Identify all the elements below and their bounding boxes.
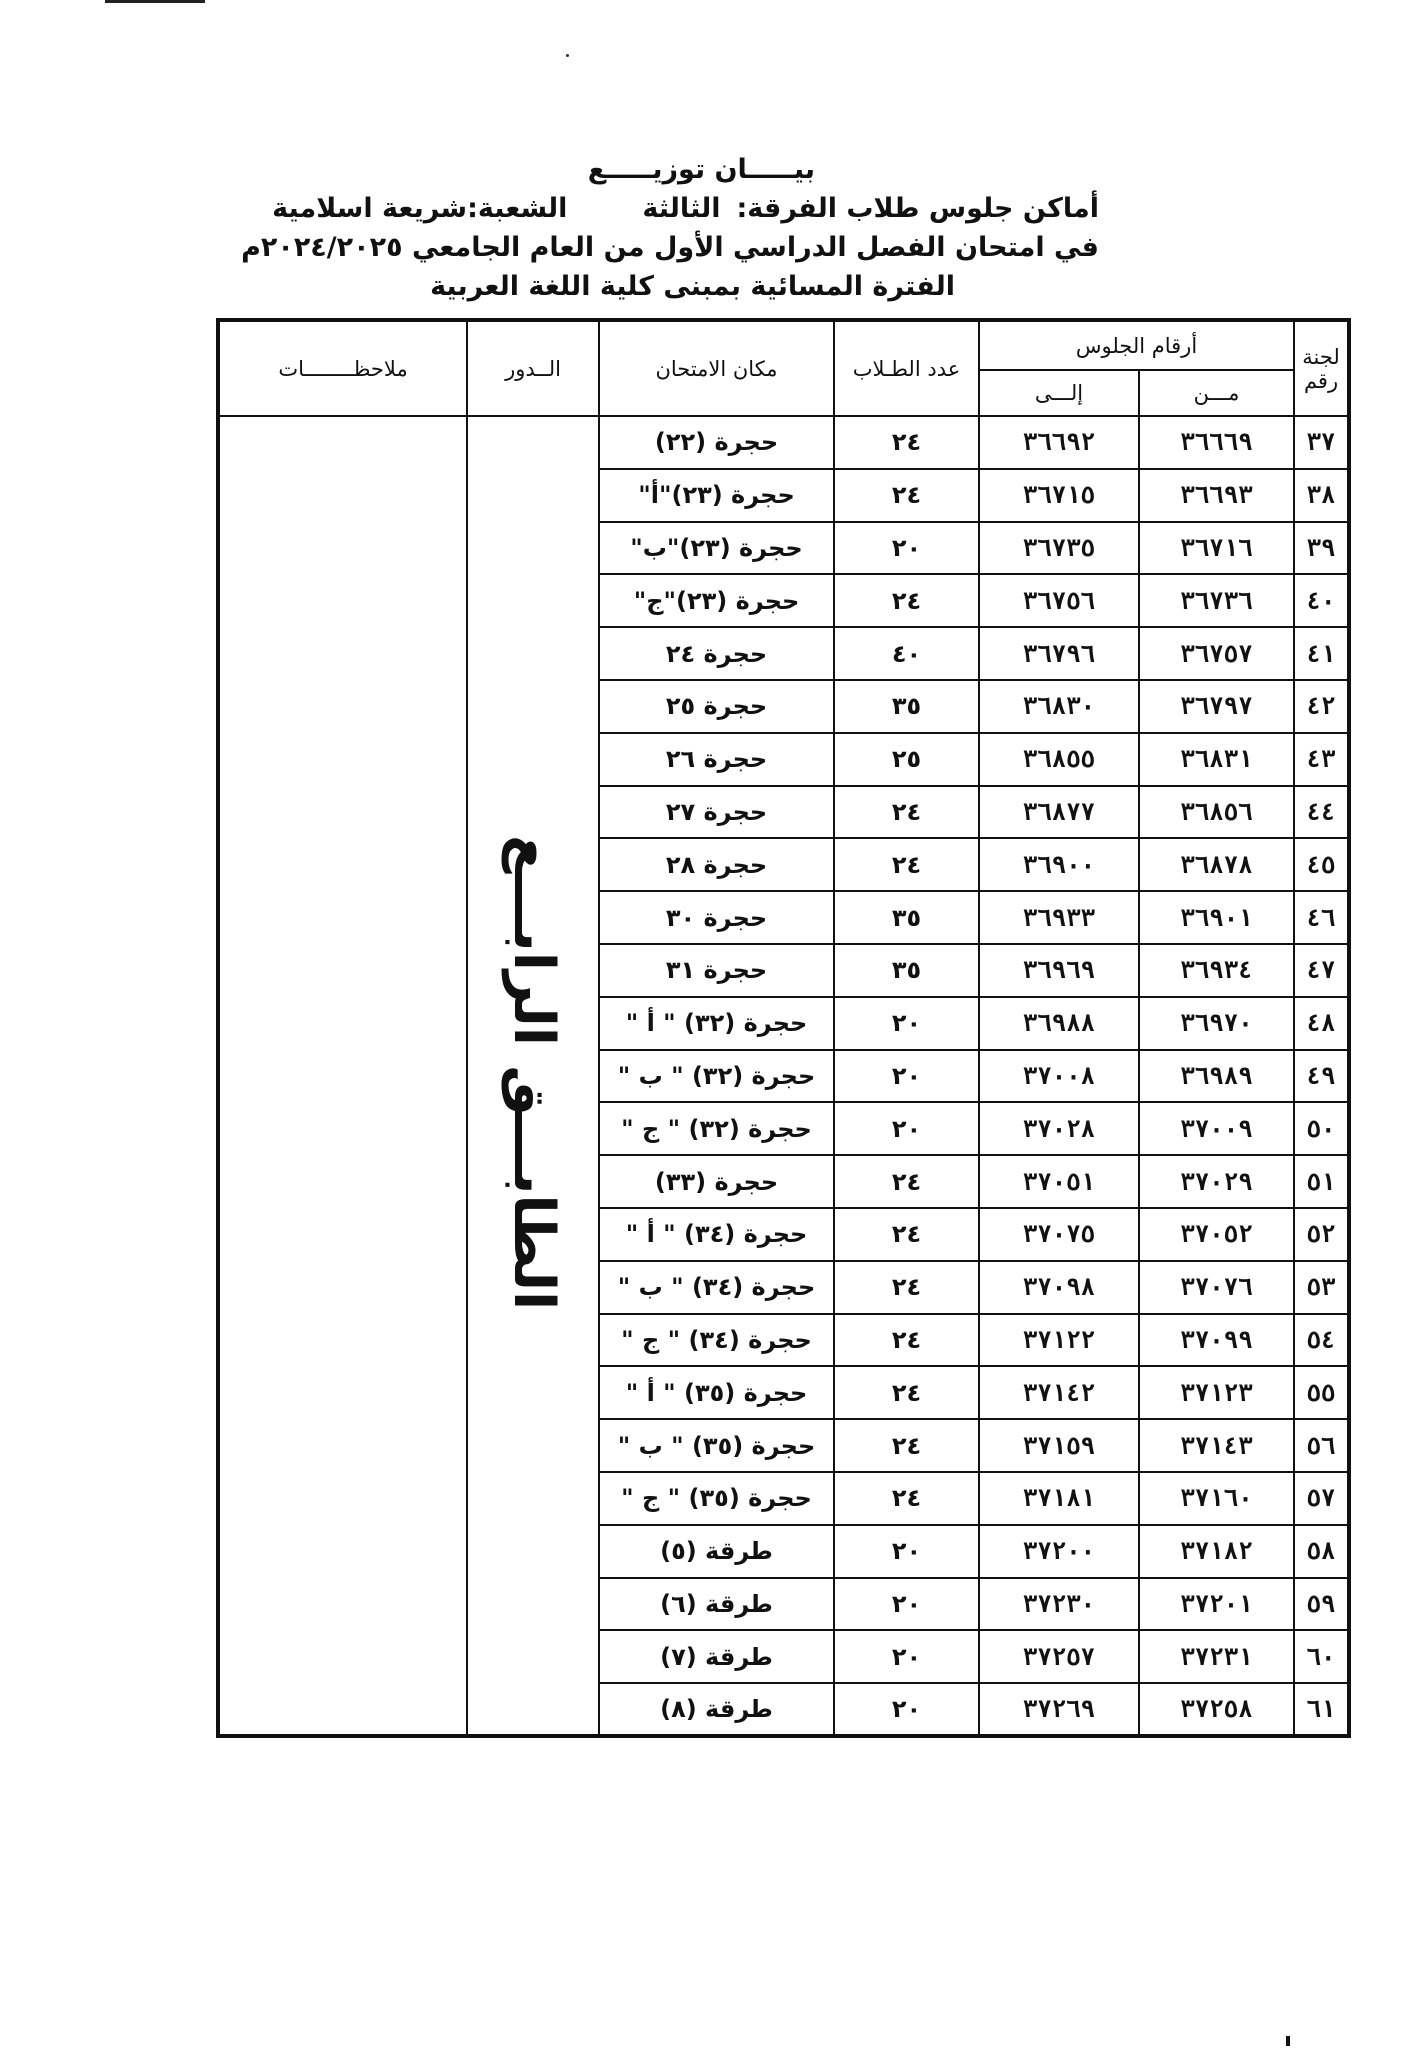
seat-from-cell: ٣٧٠٥٢ (1139, 1208, 1294, 1261)
division-value: الشعبة:شريعة اسلامية (272, 193, 568, 224)
page-mark (1286, 2036, 1290, 2046)
exam-place-cell: حجرة (٢٢) (599, 416, 834, 469)
seat-from-cell: ٣٦٧٣٦ (1139, 574, 1294, 627)
seat-from-cell: ٣٦٦٩٣ (1139, 469, 1294, 522)
top-edge-line (105, 0, 205, 3)
seat-to-cell: ٣٧٠٠٨ (979, 1050, 1139, 1103)
committee-number-cell: ٤٥ (1294, 838, 1349, 891)
students-count-cell: ٣٥ (834, 680, 979, 733)
seat-to-cell: ٣٧٢٣٠ (979, 1578, 1139, 1631)
committee-number-cell: ٣٨ (1294, 469, 1349, 522)
exam-place-cell: حجرة (٣٥) " أ " (599, 1366, 834, 1419)
exam-place-cell: حجرة (٣٢) " ج " (599, 1102, 834, 1155)
seat-from-cell: ٣٦٩٧٠ (1139, 997, 1294, 1050)
seat-to-cell: ٣٧٠٩٨ (979, 1261, 1139, 1314)
students-count-cell: ٢٠ (834, 1683, 979, 1736)
seat-from-cell: ٣٧٢٥٨ (1139, 1683, 1294, 1736)
seat-from-cell: ٣٧١٤٣ (1139, 1419, 1294, 1472)
exam-place-cell: حجرة (٣٣) (599, 1155, 834, 1208)
notes-header: ملاحظــــــــات (218, 320, 467, 416)
exam-place-cell: حجرة (٢٣)"ب" (599, 522, 834, 575)
exam-place-cell: طرقة (٨) (599, 1683, 834, 1736)
seat-to-cell: ٣٦٩٠٠ (979, 838, 1139, 891)
seat-to-cell: ٣٧١٥٩ (979, 1419, 1139, 1472)
seat-numbers-header: أرقام الجلوس (979, 320, 1294, 370)
students-count-cell: ٢٠ (834, 1630, 979, 1683)
students-count-cell: ٤٠ (834, 627, 979, 680)
exam-place-cell: حجرة (٢٣)"ج" (599, 574, 834, 627)
document-title: بيـــــان توزيـــــع (587, 154, 815, 185)
students-count-cell: ٢٤ (834, 1472, 979, 1525)
exam-place-cell: حجرة (٣٥) " ج " (599, 1472, 834, 1525)
seat-from-cell: ٣٧٢٣١ (1139, 1630, 1294, 1683)
seat-to-cell: ٣٦٨٣٠ (979, 680, 1139, 733)
committee-number-cell: ٥٩ (1294, 1578, 1349, 1631)
students-count-cell: ٢٠ (834, 1578, 979, 1631)
committee-number-cell: ٤٦ (1294, 891, 1349, 944)
seat-to-cell: ٣٧٠٢٨ (979, 1102, 1139, 1155)
students-count-cell: ٢٠ (834, 522, 979, 575)
exam-place-header: مكان الامتحان (599, 320, 834, 416)
seat-to-cell: ٣٦٩٣٣ (979, 891, 1139, 944)
seat-to-cell: ٣٦٨٧٧ (979, 786, 1139, 839)
students-count-cell: ٢٤ (834, 1208, 979, 1261)
committee-number-cell: ٤٣ (1294, 733, 1349, 786)
committee-number-cell: ٤٤ (1294, 786, 1349, 839)
seat-from-cell: ٣٦٨٧٨ (1139, 838, 1294, 891)
committee-number-cell: ٥٨ (1294, 1525, 1349, 1578)
committee-number-cell: ٦١ (1294, 1683, 1349, 1736)
from-header: مـــن (1139, 370, 1294, 416)
students-count-cell: ٢٤ (834, 1261, 979, 1314)
exam-place-cell: حجرة ٢٧ (599, 786, 834, 839)
table-row (218, 416, 1349, 469)
committee-number-cell: ٤٢ (1294, 680, 1349, 733)
exam-place-cell: حجرة ٢٦ (599, 733, 834, 786)
committee-number-cell: ٥٢ (1294, 1208, 1349, 1261)
students-count-cell: ٢٠ (834, 997, 979, 1050)
seat-to-cell: ٣٧٠٧٥ (979, 1208, 1139, 1261)
students-count-cell: ٢٤ (834, 1155, 979, 1208)
committee-number-cell: ٣٩ (1294, 522, 1349, 575)
exam-place-cell: حجرة (٣٥) " ب " (599, 1419, 834, 1472)
seat-to-cell: ٣٦٧١٥ (979, 469, 1139, 522)
exam-place-cell: حجرة ٣١ (599, 944, 834, 997)
exam-place-cell: حجرة (٣٤) " أ " (599, 1208, 834, 1261)
session-location-line: الفترة المسائية بمبنى كلية اللغة العربية (430, 271, 955, 302)
class-value: الثالثة (642, 193, 721, 224)
exam-place-cell: طرقة (٦) (599, 1578, 834, 1631)
committee-header-line1: لجنة (1302, 344, 1340, 369)
committee-header-line2: رقم (1303, 368, 1339, 393)
seat-to-cell: ٣٧١٢٢ (979, 1314, 1139, 1367)
seat-to-cell: ٣٧٢٥٧ (979, 1630, 1139, 1683)
to-header: إلـــى (979, 370, 1139, 416)
document-header (215, 150, 1115, 306)
seat-from-cell: ٣٦٦٦٩ (1139, 416, 1294, 469)
seat-to-cell: ٣٧٢٦٩ (979, 1683, 1139, 1736)
seat-from-cell: ٣٦٨٣١ (1139, 733, 1294, 786)
seat-from-cell: ٣٧٠٢٩ (1139, 1155, 1294, 1208)
seat-to-cell: ٣٦٧٩٦ (979, 627, 1139, 680)
committee-number-cell: ٥٤ (1294, 1314, 1349, 1367)
seating-table-body (218, 416, 1349, 1736)
students-count-cell: ٢٠ (834, 1525, 979, 1578)
seat-to-cell: ٣٦٧٣٥ (979, 522, 1139, 575)
seat-to-cell: ٣٦٩٨٨ (979, 997, 1139, 1050)
exam-place-cell: حجرة ٢٥ (599, 680, 834, 733)
seat-from-cell: ٣٧١٢٣ (1139, 1366, 1294, 1419)
seat-to-cell: ٣٧١٨١ (979, 1472, 1139, 1525)
students-count-cell: ٢٤ (834, 838, 979, 891)
committee-number-cell: ٥٥ (1294, 1366, 1349, 1419)
committee-number-cell: ٥٧ (1294, 1472, 1349, 1525)
committee-number-cell: ٤٧ (1294, 944, 1349, 997)
floor-cell (467, 416, 599, 1736)
seat-to-cell: ٣٧١٤٢ (979, 1366, 1139, 1419)
committee-number-header (1294, 320, 1349, 416)
exam-place-cell: حجرة (٣٢) " ب " (599, 1050, 834, 1103)
seat-from-cell: ٣٦٧٩٧ (1139, 680, 1294, 733)
seat-from-cell: ٣٧٠٠٩ (1139, 1102, 1294, 1155)
exam-place-cell: طرقة (٧) (599, 1630, 834, 1683)
committee-number-cell: ٥٦ (1294, 1419, 1349, 1472)
students-count-cell: ٢٤ (834, 1366, 979, 1419)
seat-from-cell: ٣٧٢٠١ (1139, 1578, 1294, 1631)
exam-place-cell: حجرة ٢٤ (599, 627, 834, 680)
seat-from-cell: ٣٧٠٧٦ (1139, 1261, 1294, 1314)
committee-number-cell: ٥٣ (1294, 1261, 1349, 1314)
seat-from-cell: ٣٦٩٠١ (1139, 891, 1294, 944)
exam-place-cell: طرقة (٥) (599, 1525, 834, 1578)
seat-to-cell: ٣٦٦٩٢ (979, 416, 1139, 469)
seat-to-cell: ٣٦٧٥٦ (979, 574, 1139, 627)
exam-place-cell: حجرة ٢٨ (599, 838, 834, 891)
students-count-cell: ٢٤ (834, 786, 979, 839)
students-count-cell: ٣٥ (834, 891, 979, 944)
students-count-cell: ٢٥ (834, 733, 979, 786)
students-count-header: عدد الطـلاب (834, 320, 979, 416)
committee-number-cell: ٤١ (1294, 627, 1349, 680)
committee-number-cell: ٤٠ (1294, 574, 1349, 627)
seat-from-cell: ٣٧١٨٢ (1139, 1525, 1294, 1578)
students-count-cell: ٢٠ (834, 1102, 979, 1155)
exam-term-line: في امتحان الفصل الدراسي الأول من العام الجامعي ٢٠٢٤/٢٠٢٥م (241, 232, 1099, 263)
seat-from-cell: ٣٦٧٥٧ (1139, 627, 1294, 680)
students-count-cell: ٢٤ (834, 469, 979, 522)
seat-to-cell: ٣٦٨٥٥ (979, 733, 1139, 786)
exam-place-cell: حجرة (٣٢) " أ " (599, 997, 834, 1050)
committee-number-cell: ٣٧ (1294, 416, 1349, 469)
students-count-cell: ٣٥ (834, 944, 979, 997)
notes-cell (218, 416, 467, 1736)
committee-number-cell: ٤٨ (1294, 997, 1349, 1050)
students-count-cell: ٢٠ (834, 1050, 979, 1103)
committee-number-cell: ٥١ (1294, 1155, 1349, 1208)
seat-to-cell: ٣٧٢٠٠ (979, 1525, 1139, 1578)
seating-table (216, 318, 1351, 1738)
committee-number-cell: ٦٠ (1294, 1630, 1349, 1683)
students-count-cell: ٢٤ (834, 416, 979, 469)
students-count-cell: ٢٤ (834, 1314, 979, 1367)
floor-header: الــدور (467, 320, 599, 416)
seat-from-cell: ٣٦٩٣٤ (1139, 944, 1294, 997)
exam-place-cell: حجرة (٣٤) " ب " (599, 1261, 834, 1314)
seat-from-cell: ٣٧٠٩٩ (1139, 1314, 1294, 1367)
seat-from-cell: ٣٦٩٨٩ (1139, 1050, 1294, 1103)
exam-place-cell: حجرة (٢٣)"أ" (599, 469, 834, 522)
class-division-line (215, 189, 1115, 228)
class-label: أماكن جلوس طلاب الفرقة: (736, 193, 1099, 224)
students-count-cell: ٢٤ (834, 1419, 979, 1472)
floor-value: الطابـــق الرابـــع (501, 834, 566, 1311)
seat-from-cell: ٣٧١٦٠ (1139, 1472, 1294, 1525)
scan-speck (566, 54, 569, 57)
committee-number-cell: ٥٠ (1294, 1102, 1349, 1155)
exam-place-cell: حجرة ٣٠ (599, 891, 834, 944)
seat-from-cell: ٣٦٧١٦ (1139, 522, 1294, 575)
seat-to-cell: ٣٧٠٥١ (979, 1155, 1139, 1208)
students-count-cell: ٢٤ (834, 574, 979, 627)
seat-from-cell: ٣٦٨٥٦ (1139, 786, 1294, 839)
committee-number-cell: ٤٩ (1294, 1050, 1349, 1103)
exam-place-cell: حجرة (٣٤) " ج " (599, 1314, 834, 1367)
seat-to-cell: ٣٦٩٦٩ (979, 944, 1139, 997)
